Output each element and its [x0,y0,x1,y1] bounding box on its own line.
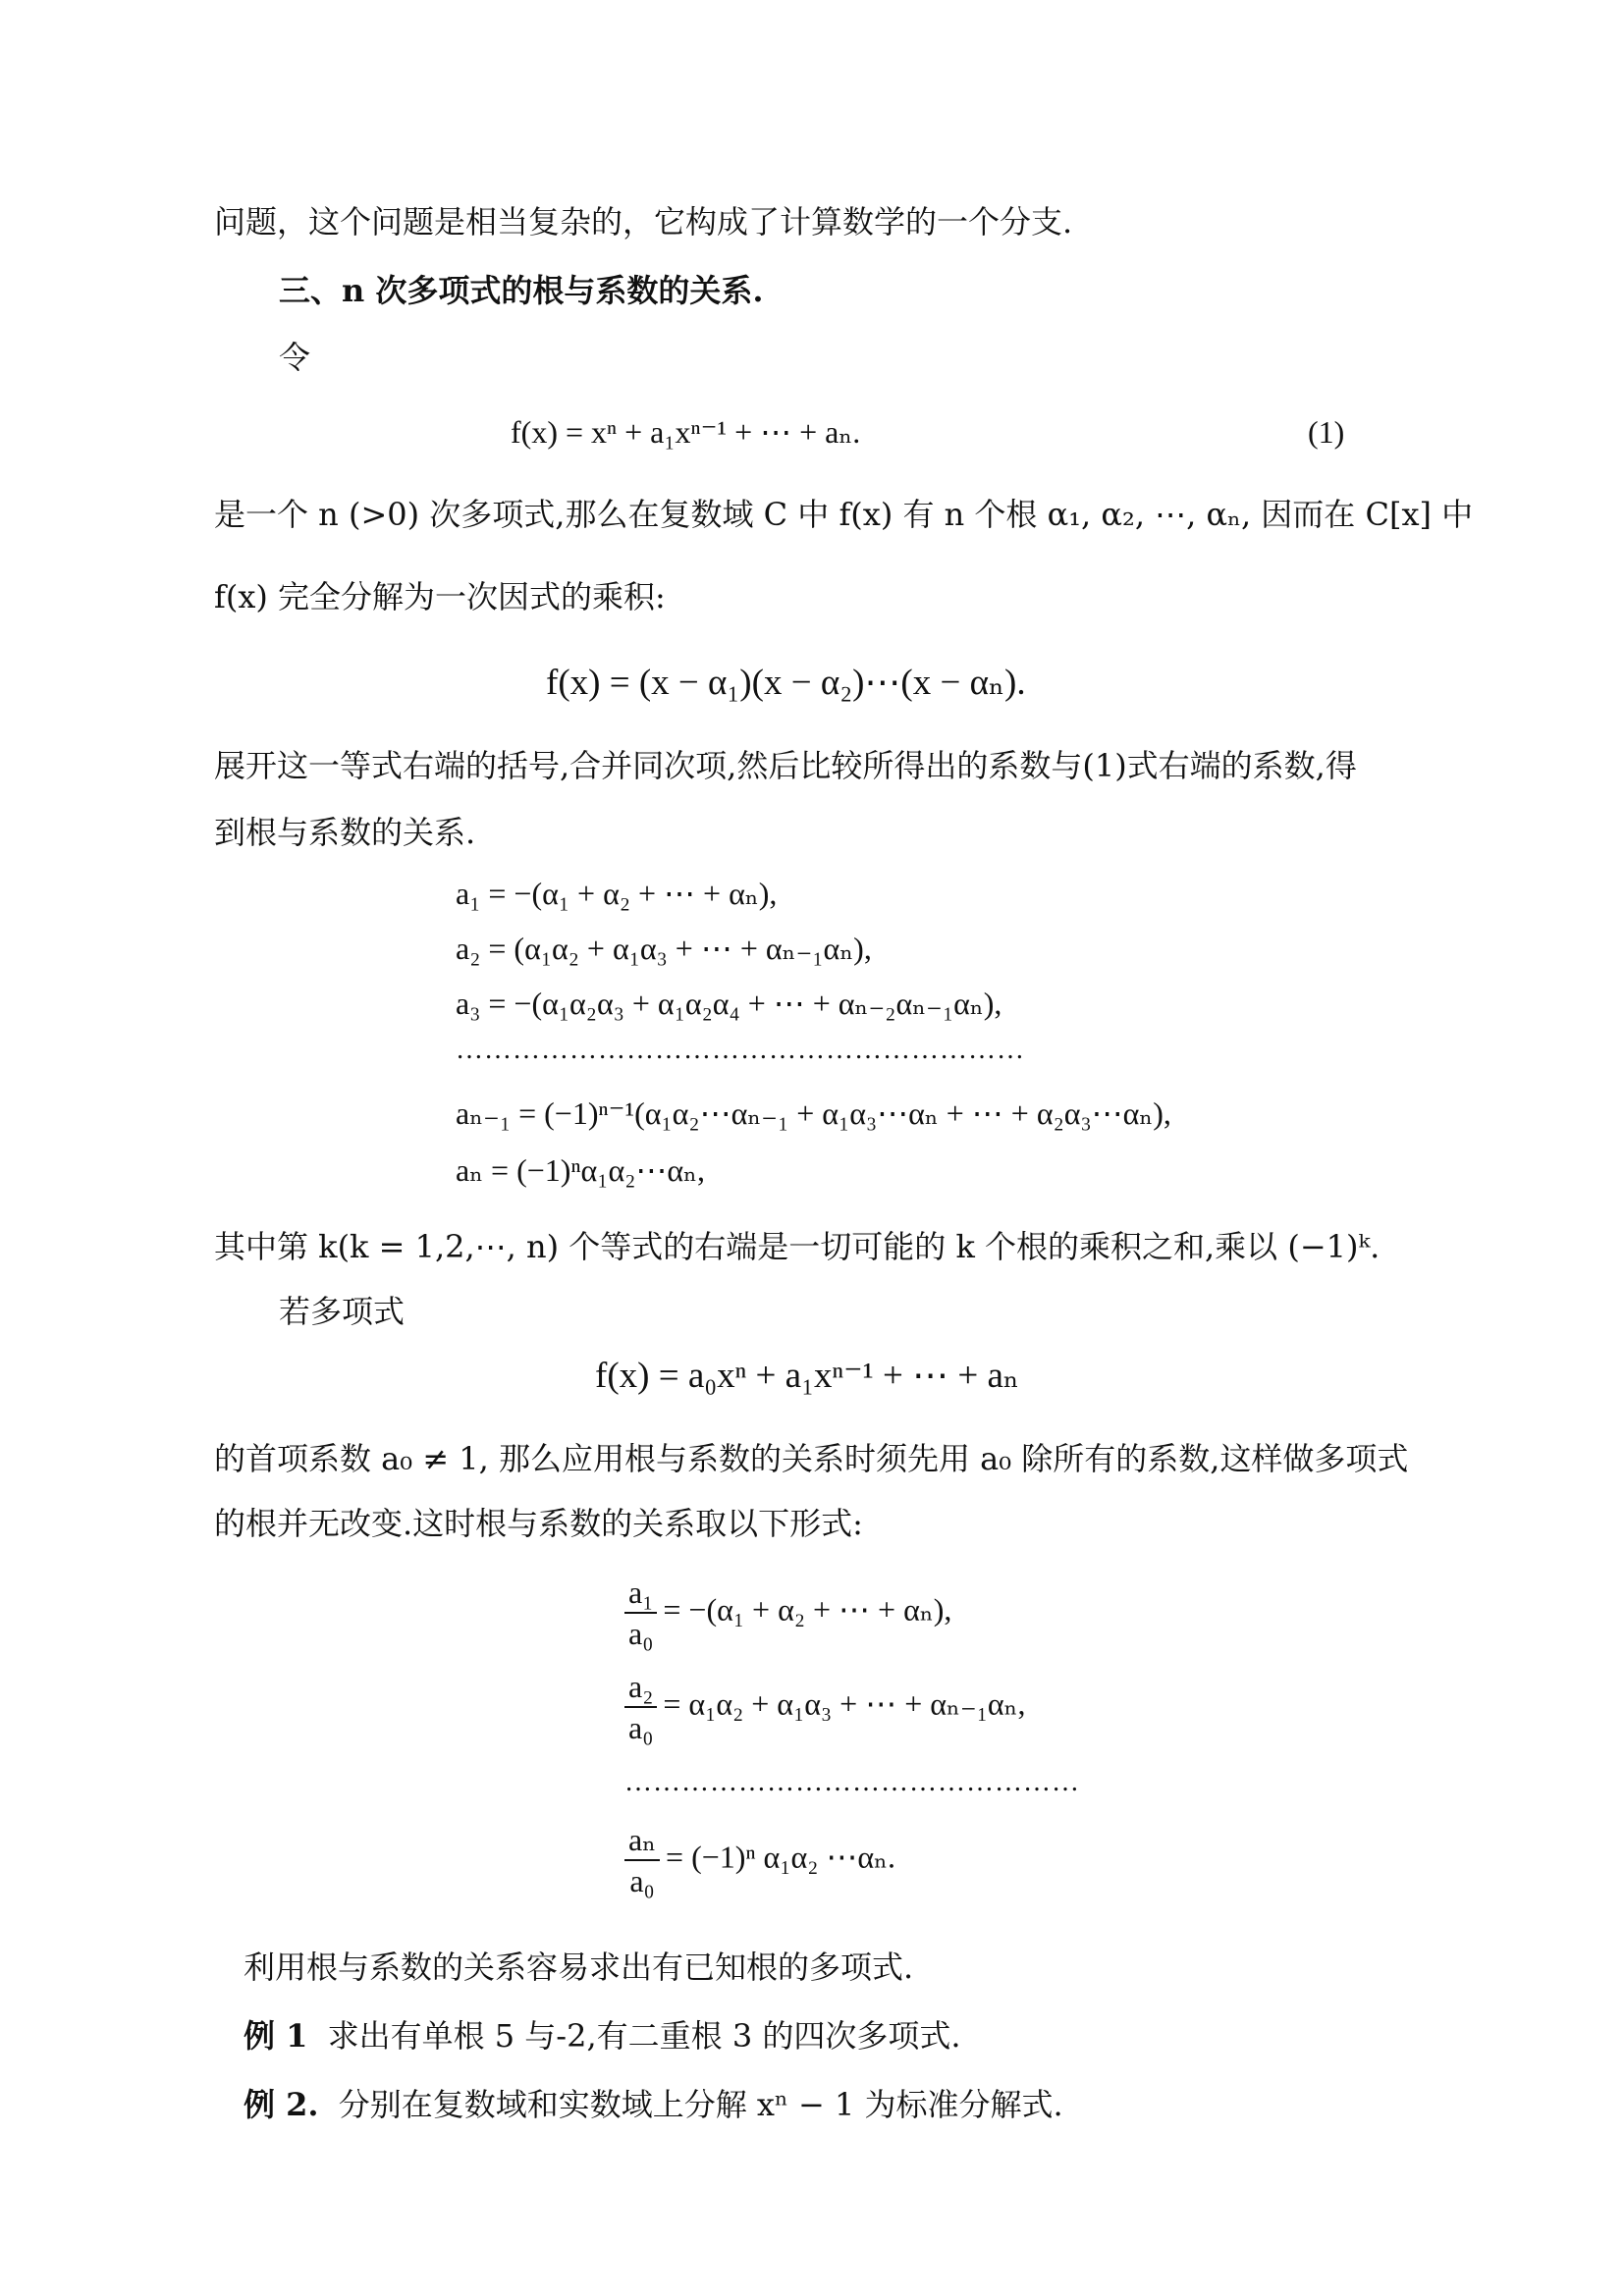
paragraph-roots: 是一个 n (>0) 次多项式,那么在复数域 C 中 f(x) 有 n 个根 α₁, α₂, ⋯, αₙ, 因而在 C[x] 中 [214,496,1474,533]
fraction-rhs: = α₁α₂ + α₁α₃ + ⋯ + αₙ₋₁αₙ, [663,1685,1026,1722]
fraction-numerator: a₁ [624,1575,657,1614]
let-word: 令 [279,339,311,376]
example-2-label: 例 2. [244,2086,319,2123]
example-2 [244,2085,1063,2124]
relation-1: a₁ = −(α₁ + α₂ + ⋯ + αₙ), [456,876,778,911]
paragraph-factorization: f(x) 完全分解为一次因式的乘积: [214,578,666,615]
fraction-relation-2 [624,1669,1026,1745]
intro-text: 问题，这个问题是相当复杂的，它构成了计算数学的一个分支. [214,203,1073,240]
fraction-denominator: a₀ [628,1710,654,1745]
fraction-rhs: = −(α₁ + α₂ + ⋯ + αₙ), [663,1591,952,1628]
paragraph-kth: 其中第 k(k = 1,2,⋯, n) 个等式的右端是一切可能的 k 个根的乘积之和,乘以 (−1)ᵏ. [214,1228,1380,1265]
fraction-relation-n [624,1822,895,1898]
fraction [624,1575,657,1651]
paragraph-relation: 到根与系数的关系. [214,814,476,851]
paragraph-expand: 展开这一等式右端的括号,合并同次项,然后比较所得出的系数与(1)式右端的系数,得 [214,747,1357,784]
fraction-relation-1 [624,1575,951,1651]
equation-3: f(x) = a₀xⁿ + a₁xⁿ⁻¹ + ⋯ + aₙ [595,1356,1019,1396]
fraction-rhs: = (−1)ⁿ α₁α₂ ⋯αₙ. [666,1839,895,1875]
fraction-denominator: a₀ [628,1616,654,1651]
fraction-numerator: aₙ [624,1822,660,1861]
fraction [624,1822,660,1898]
relation-3: a₃ = −(α₁α₂α₃ + α₁α₂α₄ + ⋯ + αₙ₋₂αₙ₋₁αₙ), [456,986,1002,1021]
relation-dots: …………………………………………………… [456,1035,1025,1065]
relation-n-1: aₙ₋₁ = (−1)ⁿ⁻¹(α₁α₂⋯αₙ₋₁ + α₁α₃⋯αₙ + ⋯ + α₂α₃⋯αₙ), [456,1095,1171,1131]
equation-1-label: (1) [1308,414,1345,450]
fraction-dots: ………………………………………… [624,1767,1080,1797]
fraction-numerator: a₂ [624,1669,657,1708]
fraction-denominator: a₀ [629,1863,655,1898]
example-1-text: 求出有单根 5 与-2,有二重根 3 的四次多项式. [327,2017,961,2055]
paragraph-leading-coef: 的首项系数 a₀ ≠ 1, 那么应用根与系数的关系时须先用 a₀ 除所有的系数,这样做多项式 [214,1440,1409,1477]
fraction [624,1669,657,1745]
paragraph-application: 利用根与系数的关系容易求出有已知根的多项式. [244,1949,914,1986]
example-2-text: 分别在复数域和实数域上分解 xⁿ − 1 为标准分解式. [338,2086,1063,2123]
section-heading: 三、n 次多项式的根与系数的关系. [279,272,764,309]
example-1-label: 例 1 [244,2017,308,2055]
equation-1: f(x) = xⁿ + a₁xⁿ⁻¹ + ⋯ + aₙ. [511,414,861,450]
equation-2: f(x) = (x − α₁)(x − α₂)⋯(x − αₙ). [546,663,1026,703]
example-1 [244,2016,961,2056]
paragraph-form: 的根并无改变.这时根与系数的关系取以下形式: [214,1505,863,1542]
relation-n: aₙ = (−1)ⁿα₁α₂⋯αₙ, [456,1152,705,1188]
relation-2: a₂ = (α₁α₂ + α₁α₃ + ⋯ + αₙ₋₁αₙ), [456,931,872,966]
paragraph-if: 若多项式 [279,1293,406,1330]
